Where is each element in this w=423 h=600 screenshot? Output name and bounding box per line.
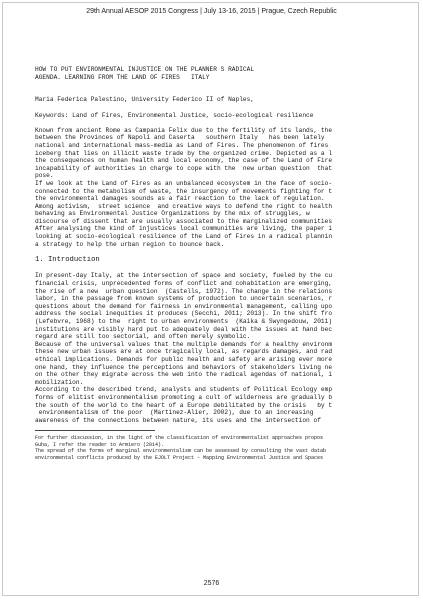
intro-paragraph-2 — [35, 341, 423, 387]
keywords-line: Keywords: Land of Fires, Environmental Justice, socio-ecological resilience — [35, 111, 314, 119]
footnote-line: For further discussion, in the light of the classification of environmentalist approaches propos — [35, 435, 324, 442]
text-line: If we look at the Land of Fires as an unbalanced ecosystem in the face of socio- — [35, 179, 333, 187]
section-heading: 1. Introduction — [35, 255, 100, 264]
text-line: forms of elitist environmentalism promoting a cult of wilderness are gradually b — [35, 393, 333, 401]
footnote-line: environmental conflicts produced by the EJOLT Project - Mapping Environmental Justice and Spaces — [35, 454, 324, 461]
footnote-line: The spread of the forms of marginal environmentalism can be assessed by consulting the vast datab — [35, 448, 327, 455]
text-line: the environmental damages sounds as a fair reaction to the lack of regulation. — [35, 195, 325, 203]
text-line: questions about the demand for fairness in environmental management, calling upo — [35, 302, 333, 310]
text-line: regard are still too sectorial, and often merely symbolic. — [35, 333, 251, 341]
title-line: AGENDA. LEARNING FROM THE LAND OF FIRES ITALY — [35, 73, 210, 81]
abstract-paragraph-1 — [35, 127, 423, 180]
text-line: In present-day Italy, at the intersection of space and society, fueled by the cu — [35, 272, 333, 280]
text-line: environmentalism of the poor (Martinez-Alier, 2002), due to an increasing — [35, 409, 314, 417]
text-line: the consequences on human health and local economy, the case of the Land of Fire — [35, 157, 333, 165]
running-header: 29th Annual AESOP 2015 Congress | July 13-16, 2015 | Prague, Czech Republic — [86, 8, 337, 15]
footnote-line: Guha, I refer the reader to Armiero (2014). — [35, 441, 165, 448]
text-line: (Lefebvre, 1968) to the right to urban environments (Kaika & Swyngedouw, 2011) — [35, 318, 333, 325]
title-line: HOW TO PUT ENVIRONMENTAL INJUSTICE ON THE PLANNER S RADICAL — [35, 66, 255, 73]
text-line: institutions are visibly hard put to adequately deal with the issues at hand bec — [35, 325, 333, 333]
footnote-2 — [35, 448, 423, 461]
footnote-divider — [35, 430, 155, 431]
text-line: between the Provinces of Napoli and Caserta southern Italy has been lately — [35, 134, 325, 142]
text-line: financial crisis, unprecedented forms of conflict and cohabitation are emerging, — [35, 280, 333, 288]
text-line: awareness of the connections between nature, its uses and the intersection of — [35, 416, 321, 424]
author-line: Maria Federica Palestino, University Federico II of Naples, — [35, 96, 255, 104]
text-line: looking at socio-ecological resilience of the Land of Fires in a radical plannin — [35, 233, 333, 241]
text-line: one hand, they influence the perceptions and behaviors of stakeholders living ne — [35, 363, 333, 371]
text-line: Among activism, street science and creative ways to defend the right to health — [35, 202, 333, 210]
intro-paragraph-3 — [35, 386, 423, 424]
text-line: Known from ancient Rome as Campania Felix due to the fertility of its lands, the — [35, 126, 333, 134]
text-line: a strategy to help the urban region to bounce back. — [35, 240, 225, 248]
paper-body — [35, 66, 423, 566]
text-line: iceberg that lies on illicit waste trade by the organized crime. Depicted as a l — [35, 149, 333, 157]
paper-title — [35, 66, 423, 81]
text-line: According to the described trend, analysts and students of Political Ecology emp — [35, 386, 333, 394]
text-line: After analysing the kind of injustices local communities are living, the paper i — [35, 225, 333, 233]
text-line: ethical implications. Demands for public health and safety are arising ever more — [35, 355, 333, 363]
text-line: Because of the universal values that the multiple demands for a healthy environm — [35, 340, 333, 348]
text-line: national and international mass-media as Land of Fires. The phenomenon of fires — [35, 141, 329, 149]
text-line: the south of the world to the heart of a Europe debilitated by the crisis by t — [35, 401, 333, 409]
text-line: pose. — [35, 172, 54, 180]
intro-paragraph-1 — [35, 272, 423, 340]
abstract-paragraph-2 — [35, 180, 423, 248]
text-line: behaving as Environmental Justice Organizations by the mix of struggles, w — [35, 210, 310, 218]
text-line: on the other they migrate across the web into the radical agendas of national, i — [35, 371, 333, 379]
text-line: these new urban issues are at once tragically local, as regards damages, and rad — [35, 348, 333, 356]
text-line: labor, in the passage from known systems of production to uncertain scenarios, r — [35, 295, 333, 303]
text-line: address the social inequities it produces (Secchi, 2011; 2013). In the shift fro — [35, 310, 333, 318]
text-line: the rise of a new urban question (Castells, 1972). The change in the relations — [35, 287, 333, 295]
text-line: discourse of dissent that are usually associated to the marginalized communities — [35, 217, 333, 225]
footnote-1 — [35, 435, 423, 448]
page-number: 2576 — [203, 580, 220, 587]
text-line: connected to the metabolism of waste, the insurgency of movements fighting for t — [35, 187, 333, 195]
text-line: incapability of authorities in charge to cope with the new urban question that — [35, 164, 333, 172]
text-line: mobilization. — [35, 378, 84, 386]
